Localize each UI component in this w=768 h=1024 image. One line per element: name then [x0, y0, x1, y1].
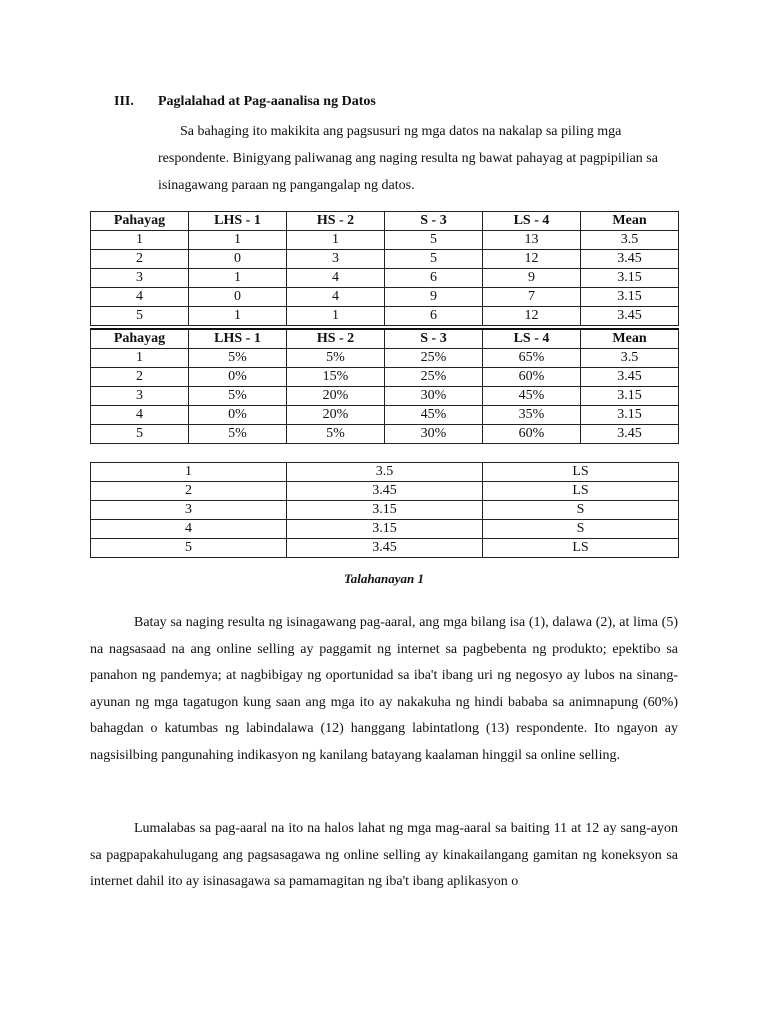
table-row [91, 406, 679, 425]
table-cell: 0 [189, 250, 287, 269]
percentage-table-header [91, 329, 679, 349]
table-row [91, 463, 679, 482]
table-cell: 5% [287, 425, 385, 444]
table-cell: 5 [91, 539, 287, 558]
table-cell: 3 [287, 250, 385, 269]
table-cell: 3 [91, 269, 189, 288]
table-row [91, 231, 679, 250]
table-cell: 1 [91, 463, 287, 482]
table-row [91, 307, 679, 326]
body-paragraph-1 [90, 610, 678, 769]
column-header: Mean [581, 212, 679, 231]
summary-table-body [91, 463, 679, 558]
table-cell: 1 [287, 231, 385, 250]
table-row [91, 501, 679, 520]
table-cell: 3 [91, 387, 189, 406]
table-cell: 2 [91, 250, 189, 269]
column-header: LS - 4 [483, 329, 581, 349]
column-header: HS - 2 [287, 212, 385, 231]
table-cell: 5 [385, 250, 483, 269]
table-row [91, 482, 679, 501]
table-cell: 0 [189, 288, 287, 307]
table-cell: 7 [483, 288, 581, 307]
table-cell: 12 [483, 250, 581, 269]
table-cell: 6 [385, 269, 483, 288]
table-cell: 4 [91, 520, 287, 539]
table-cell: 30% [385, 387, 483, 406]
table-cell: 20% [287, 406, 385, 425]
table-cell: 45% [385, 406, 483, 425]
table-cell: 3.5 [581, 349, 679, 368]
body-paragraph-2 [90, 816, 678, 896]
table-row [91, 425, 679, 444]
table-cell: 60% [483, 368, 581, 387]
column-header: Pahayag [91, 329, 189, 349]
column-header: Mean [581, 329, 679, 349]
table-row [91, 288, 679, 307]
table-cell: 5% [189, 425, 287, 444]
table-row [91, 349, 679, 368]
table-cell: 15% [287, 368, 385, 387]
column-header: HS - 2 [287, 329, 385, 349]
table-cell: 3.15 [581, 269, 679, 288]
section-number: III. [114, 94, 134, 109]
column-header: S - 3 [385, 329, 483, 349]
table-row [91, 368, 679, 387]
table-cell: S [483, 520, 679, 539]
table-cell: 3.15 [581, 288, 679, 307]
table-cell: 0% [189, 368, 287, 387]
table-cell: 1 [287, 307, 385, 326]
table-row [91, 520, 679, 539]
table-cell: 5 [91, 307, 189, 326]
table-cell: 2 [91, 368, 189, 387]
table-cell: 3.45 [287, 539, 483, 558]
table-cell: LS [483, 482, 679, 501]
summary-table [90, 462, 679, 558]
table-row [91, 269, 679, 288]
table-cell: 1 [91, 231, 189, 250]
table-row [91, 250, 679, 269]
intro-paragraph [158, 118, 668, 199]
table-cell: 1 [189, 307, 287, 326]
table-cell: 1 [189, 231, 287, 250]
table-cell: 20% [287, 387, 385, 406]
body-paragraph-text: Batay sa naging resulta ng isinagawang pag-aaral, ang mga bilang isa (1), dalawa (2), at lima (5) na nagsasaad na ang online selling ay paggamit ng internet sa pagbebenta ng produkto; epektibo sa panahon ng pandemya; at nagbibigay ng oportunidad sa iba't ibang uri ng negosyo ay lubos na sinang-ayunan ng mga tagatugon kung saan ang mga ito ay nakakuha ng hindi bababa sa animnapung (60%) bahagdan o katumbas ng labindalawa (12) hanggang labintatlong (13) respondente. Ito ngayon ay nagsisilbing pangunahing indikasyon ng kanilang batayang kaalaman hinggil sa online selling. [90, 615, 678, 763]
column-header: S - 3 [385, 212, 483, 231]
table-cell: 3.45 [581, 425, 679, 444]
table-cell: 4 [91, 288, 189, 307]
frequency-table-body [91, 231, 679, 326]
table-cell: 12 [483, 307, 581, 326]
column-header: LHS - 1 [189, 329, 287, 349]
table-cell: 25% [385, 349, 483, 368]
table-cell: S [483, 501, 679, 520]
frequency-table-header [91, 212, 679, 231]
table-caption: Talahanayan 1 [343, 571, 425, 586]
table-cell: 65% [483, 349, 581, 368]
table-cell: 2 [91, 482, 287, 501]
table-cell: LS [483, 463, 679, 482]
table-cell: 5% [189, 349, 287, 368]
table-cell: 30% [385, 425, 483, 444]
section-heading [114, 94, 376, 110]
table-cell: 45% [483, 387, 581, 406]
table-cell: 3.45 [581, 307, 679, 326]
table-cell: 3.15 [581, 406, 679, 425]
table-cell: 3.15 [581, 387, 679, 406]
table-cell: 9 [483, 269, 581, 288]
percentage-table-body [91, 349, 679, 444]
table-cell: 25% [385, 368, 483, 387]
column-header: Pahayag [91, 212, 189, 231]
table-cell: 3 [91, 501, 287, 520]
section-title: Paglalahad at Pag-aanalisa ng Datos [158, 94, 376, 109]
table-cell: 5% [287, 349, 385, 368]
column-header: LHS - 1 [189, 212, 287, 231]
table-cell: 3.5 [581, 231, 679, 250]
table-cell: 0% [189, 406, 287, 425]
table-cell: 3.45 [581, 368, 679, 387]
table-row [91, 539, 679, 558]
body-paragraph-text: Lumalabas sa pag-aaral na ito na halos lahat ng mga mag-aaral sa baiting 11 at 12 ay sang-ayon sa pagpapakahulugang ang pagsasagawa ng online selling ay kinakailangang gamitan ng koneksyon sa internet dahil ito ay isinasagawa sa pamamagitan ng iba't ibang aplikasyon o [90, 821, 678, 889]
table-cell: 5 [385, 231, 483, 250]
table-cell: 3.15 [287, 520, 483, 539]
table-cell: LS [483, 539, 679, 558]
table-cell: 5% [189, 387, 287, 406]
table-cell: 6 [385, 307, 483, 326]
table-cell: 3.15 [287, 501, 483, 520]
table-cell: 1 [189, 269, 287, 288]
frequency-table [90, 211, 679, 326]
table-cell: 4 [287, 269, 385, 288]
table-cell: 1 [91, 349, 189, 368]
table-cell: 13 [483, 231, 581, 250]
table-cell: 3.45 [287, 482, 483, 501]
table-cell: 60% [483, 425, 581, 444]
column-header: LS - 4 [483, 212, 581, 231]
table-cell: 3.5 [287, 463, 483, 482]
table-cell: 35% [483, 406, 581, 425]
table-cell: 5 [91, 425, 189, 444]
table-row [91, 387, 679, 406]
table-cell: 9 [385, 288, 483, 307]
table-cell: 4 [287, 288, 385, 307]
percentage-table [90, 328, 679, 444]
table-cell: 3.45 [581, 250, 679, 269]
intro-text: Sa bahaging ito makikita ang pagsusuri ng mga datos na nakalap sa piling mga respondente. Binigyang paliwanag ang naging resulta ng bawat pahayag at pagpipilian sa isinagawang paraan ng pangangalap ng datos. [158, 124, 658, 193]
table-cell: 4 [91, 406, 189, 425]
